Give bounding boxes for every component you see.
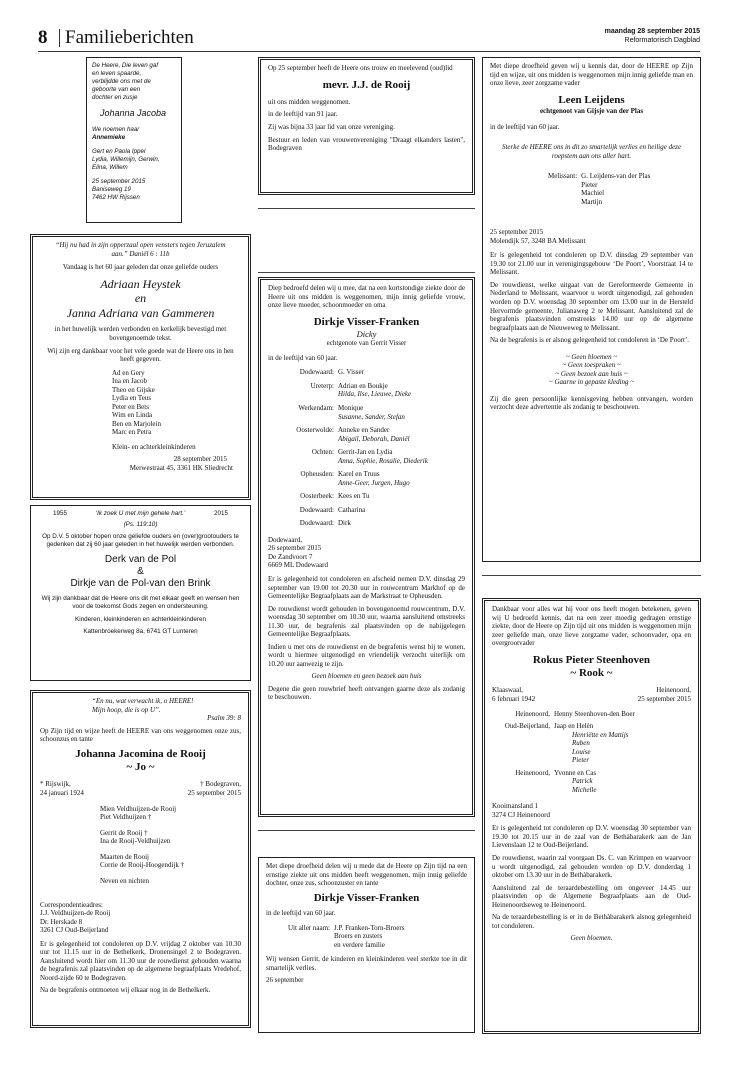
child-name: Ben en Marjolein [112,419,161,428]
death-place: † Bodegraven, [200,780,241,789]
text-line: 25 september 2015 [92,178,146,186]
wish-text: Wij zijn dankbaar dat de Heere ons dit met elkaar geeft en wensen hen voor de toekomst Gods zegen en ondersteuning. [41,595,240,610]
ad-death-rokus-steenhoven [482,598,701,1034]
anniversary-intro: Op D.V. 5 oktober hopen onze geliefde ouders en (over)grootouders te gedenken dat zij 60 jaar geleden in het huwelijk werden verbonden. [42,533,239,549]
family-member: Monique [338,404,364,413]
family-member: G. Visser [338,368,364,377]
family-list [268,368,465,527]
family-address [268,536,465,570]
deceased-name: mevr. J.J. de Rooij [322,78,411,91]
place-label: Uit aller naam: [288,923,330,932]
deceased-name: Rokus Pieter Steenhoven [532,653,651,666]
funeral-text: De rouwdienst wordt gehouden in bovengenoemd rouwcentrum, D.V. woensdag 30 september om 10.30 uur, waarna aansluitend omstreeks 11.30 uur, de begrafenis zal plaatsvinden op de nabijgelegen Gemeentelijke Begraafplaats. [268,604,465,639]
text-line: en verdere familie [333,940,385,949]
place-label: Melissant: [548,172,578,181]
deceased-nickname: Dicky [356,329,377,339]
anniversary-date: 28 september 2015 [173,455,227,464]
deceased-name: Johanna Jacomina de Rooij [75,747,206,760]
text-line: Machiel [581,189,605,198]
psalm-ref: Psalm 39: 8 [207,714,241,723]
text-line: J.P. Franken-Torn-Broers [333,923,405,932]
age-text: in de leeftijd van 60 jaar. [268,353,338,362]
place-label: Heinenoord, [515,709,550,718]
family-address [490,228,693,245]
wish-line: ~ Gaarne in gepaste kleding ~ [548,378,635,387]
bible-quote [40,697,241,723]
text-line: 26 september 2015 [268,544,322,553]
wishes-list [490,353,693,387]
psalm-ref: (Ps. 119:10) [123,520,158,528]
ad-death-dirkje-mother [258,857,475,1033]
death-intro: Dankbaar voor alles wat hij voor ons heeft mogen betekenen, geven wij U bedroefd kennis, dat na een zeer moedig gedragen ernstige ziekte, door de Heere op Zijn tijd uit ons midden is weggenomen mijn zeer geliefde man, onze lieve zorgzame vader, schoonvader, opa en overgrootvader [492,605,691,648]
place-label: Heinenoord, [515,768,550,777]
family-member: Abigail, Deborah, Daniël [338,434,410,443]
funeral-text: De rouwdienst, welke uitgaat van de Gereformeerde Gemeente in Nederland te Melissant, waarvoor u wordt uitgenodigd, zal gehouden worden op D.V. woensdag 30 september om 13.00 uur in de Hersteld Hervormde gemeente, Julianaweg 2 te Melissant. Aansluitend zal de begrafenis plaatsvinden omstreeks 14.00 uur op de algemene begraafplaats aan de Nieuweweg te Melissant. [490,280,693,332]
family-member: Karel en Truus [338,470,380,479]
death-intro: Op Zijn tijd en wijze heeft de HEERE van ons weggenomen onze zus, schoonzus en tante [40,726,241,744]
death-date: 25 september 2015 [637,695,691,703]
family-row [492,722,691,765]
family-row [492,769,691,795]
ad-anniversary-heystek [30,234,251,500]
life-dates [492,686,691,703]
place-label: Oud-Beijerland, [504,722,550,731]
page-header [38,24,700,52]
text-line: uit ons midden weggenomen. [268,97,351,106]
text-line: De Heere, Die leven gaf [92,62,159,69]
text-line: G. Leijdens-van der Plas [581,172,651,181]
family-row [268,492,465,501]
closing-text: Zij die geen persoonlijke kennisgeving hebben ontvangen, worden verzocht deze advertentie als zodanig te beschouwen. [490,394,693,412]
wife-name: Dirkje van de Pol-van den Brink [70,578,211,590]
text-line: 3261 CJ Oud-Beijerland [40,926,109,935]
condolence-text: Er is gelegenheid tot condoleren en afscheid nemen D.V. dinsdag 29 september van 19.00 tot 20.30 uur in rouwcentrum Markhof op de Gemeentelijke Begraafplaats aan de Markstraat te Opheusden. [268,574,465,601]
deceased-name: Dirkje Visser-Franken [313,315,420,328]
wish-text: Wij wensen Gerrit, de kinderen en kleinkinderen veel sterkte toe in dit smartelijk verlies. [266,955,467,972]
spacer [100,822,241,829]
issue-date: maandag 28 september 2015 [604,28,700,35]
condolence-text: Er is gelegenheid tot condoleren op D.V. dinsdag 29 september van 19.30 tot 21.00 uur in verenigingsgebouw ‘De Poort’, Voorstraat 14 te Melissant. [490,251,693,277]
marriage-text: in het huwelijk werden verbonden en kerkelijk bevestigd met bovengenoemde tekst. [54,325,227,342]
family-row [492,710,691,719]
ad-death-dirkje-family [258,277,475,817]
birth-place: * Rijswijk, [40,780,71,789]
family-member: Gerrit-Jan en Lydia [338,448,393,457]
call-name: Annemieke [92,134,126,142]
text-line: Lydia, Willemijn, Gerwin, [92,156,160,164]
section-title: Familieberichten [65,27,194,48]
place-label: Ureterp: [310,381,334,390]
no-flowers-text: Geen bloemen en geen bezoek aan huis [311,672,422,681]
no-flowers-text: Geen bloemen. [570,934,613,943]
family-row [268,506,465,515]
year-end: 2015 [213,510,228,517]
text-line: 3274 CJ Heinenoord [492,810,550,819]
text-line: Piet Veldhuijzen † [100,813,152,822]
text-line: geboorte van een [92,86,141,94]
text-line: dochter en zusje [92,94,138,102]
text-line: Martijn [581,197,603,206]
children-list [40,369,241,452]
ad-death-jo-de-rooij [30,690,251,1028]
child-name: Ad en Gery [112,368,145,377]
family-member: Henny Steenhoven-den Boer [554,709,635,718]
child-name: Lydia en Teus [112,394,152,403]
closing-text: Degene die geen rouwbrief heeft ontvangen gaarne deze als zodanig te beschouwen. [268,684,465,702]
correspondence [40,901,241,935]
gratitude-text: Wij zijn erg dankbaar voor het vele goede wat de Heere ons in hen heeft gegeven. [47,346,234,364]
death-intro: Diep bedroefd delen wij u mee, dat na een kortstondige ziekte door de Heere uit ons midden is weggenomen, mijn innig geliefde vrouw, onze lieve moeder, schoonmoeder en oma [268,284,465,310]
family-names [548,172,693,206]
anniversary-address: Merwestraat 45, 3361 HK Sliedrecht [129,463,233,472]
family-member: Susanne, Sander, Stefan [338,412,405,421]
ad-anniversary-vandepol [30,505,251,681]
newspaper-name: Reformatorisch Dagblad [624,37,700,44]
grandchild-name: Ruben [572,739,590,748]
age-text: in de leeftijd van 60 jaar. [490,122,560,131]
place-label: Oosterwolde: [296,426,334,435]
death-intro: Met diepe droefheid geven wij u kennis dat, door de HEERE op Zijn tijd en wijze, uit ons midden is weggenomen mijn innig geliefde man en onze lieve, zeer zorgzame vader [490,62,693,88]
family-member: Dirk [338,519,351,528]
grandchild-name: Patrick [572,777,593,786]
birth-intro [92,62,176,102]
condolence-text: Er is gelegenheid tot condoleren op D.V. vrijdag 2 oktober van 10.30 uur tot 11.15 uur in de Bethelkerk, Dronensingel 2 te Bodegraven. Aansluitend wordt hier om 11.30 uur de rouwdienst gehouden waarna de begrafenis zal plaatsvinden op de algemene begraafplaats Vredehof, Noord-zijde 60 te Bodegraven. [40,939,241,982]
text-line: Mien Veldhuijzen-de Rooij [100,804,177,813]
text-line: Corrie de Rooij-Hoogendijk † [100,861,185,870]
place-label: Dodewaard: [299,368,334,377]
age-text: in de leeftijd van 91 jaar. [268,110,338,119]
family-address: Kattenbroekerweg 8a, 6741 GT Lunteren [83,628,198,636]
page-number: 8 [38,27,48,48]
family-row [268,448,465,465]
child-name: Theo en Gijske [112,385,155,394]
funeral-text: De rouwdienst, waarin zal voorgaan Ds. C. van Krimpen en waarvoor u wordt uitgenodigd, zal gehouden worden op D.V. donderdag 1 oktober om 13.30 uur in de Bethàbarakerk. [492,853,691,880]
ad-death-leen-leijdens [482,57,701,562]
bible-quote: “Hij nu had in zijn opperzaal open vensters tegen Jeruzalem aan.” Daniël 6 : 11b [55,241,226,258]
text-line: 25 september 2015 [490,228,544,237]
ad-birth-johanna-jacoba [86,57,182,223]
text-line: Neven en nichten [100,876,149,885]
child-name: Peter en Bets [112,402,149,411]
column-separator [258,830,475,831]
closing-text: Na de begrafenis ontmoeten wij elkaar nog in de Bethelkerk. [40,986,211,995]
age-text: in de leeftijd van 60 jaar. [266,909,336,917]
family-member: Jaap en Helèn [554,722,594,731]
text-line: Baniseweg 19 [92,186,131,194]
family-member: Yvonne en Cas [554,768,597,777]
text-line: Broers en zusters [333,932,383,941]
family-member: Hilda, Ilse, Lieuwe, Dieke [338,390,412,399]
text-line: Pieter [581,180,598,189]
condolence-after-text: Na de begrafenis is er alsnog gelegenheid tot condoleren in ‘De Poort’. [490,336,690,345]
quote-line: Mijn hoop, die is op U”. [92,705,161,714]
quote-line: “En nu, wat verwacht ik, o HEERE! [92,697,194,705]
place-label: Opheusden: [300,470,334,479]
family-names [100,805,241,895]
child-name: Wim en Linda [112,411,153,420]
text-line: Dodewaard, [268,535,303,544]
place-label: Dodewaard: [299,505,334,514]
text-line: J.J. Veldhuijzen-de Rooij [40,909,111,918]
deceased-nickname: ~ Jo ~ [126,761,155,774]
text-line: 6669 ML Dodewaard [268,561,329,570]
family-member: Catharina [338,505,366,514]
text-line: en leven spaarde, [92,70,142,78]
husband-name: Adriaan Heystek [100,276,181,291]
grandchild-name: Pieter [572,756,590,765]
family-row [268,470,465,487]
condolence-text: Er is gelegenheid tot condoleren op D.V. woensdag 30 september van 19.30 tot 20.15 uur in de zaal van de Bethàbarakerk aan de Jan Lievenslaan 12 te Oud-Beijerland. [492,824,691,850]
family-member: Adrian en Boukje [338,381,388,390]
deceased-name: Leen Leijdens [558,93,625,106]
family-names [92,148,176,172]
family-member: Anna, Sophie, Rosalie, Diederik [338,456,428,465]
family-member: Anneke en Sander [338,426,390,435]
spouse-text: echtgenoot van Gijsje van der Plas [539,107,644,115]
signature: Bestuur en leden van vrouwenvereniging "Draagt elkanders lasten", Bodegraven [268,135,465,153]
text-line: Gert en Paola Ippel [92,148,146,156]
family-address [92,178,176,202]
death-date: 25 september 2015 [187,789,241,797]
verse-text: Sterke de HEERE ons in dit zo smartelijk verlies en heilige deze roepstem aan ons aller hart. [501,143,682,160]
family-row [268,404,465,421]
wish-line: ~ Geen toespraken ~ [562,361,621,370]
life-dates [40,780,241,797]
spacer [100,846,241,853]
death-intro: Op 25 september heeft de Heere ons trouw en meelevend (oud)lid [268,64,453,72]
family-row [268,426,465,443]
text-line: Elina, Willem [92,164,128,172]
place-label: Oosterbeek: [300,492,334,501]
text-line: Kooimansland 1 [492,802,539,811]
motto: ‘Ik zoek U met mijn gehele hart.’ [95,510,186,517]
family-names: Kinderen, kleinkinderen en achterkleinkinderen [75,615,206,623]
birth-date: 6 februari 1942 [492,695,536,703]
text-line: Ina de Rooij-Veldhuijzen [100,837,171,846]
family-row [268,368,465,377]
text-line: Molendijk 57, 3248 BA Melissant [490,236,586,245]
anniversary-intro: Vandaag is het 60 jaar geleden dat onze geliefde ouders [62,263,219,272]
burial-text: Aansluitend zal de teraardebestelling om ongeveer 14.45 uur plaatsvinden op de Algemene Begraafplaats aan de Oud-Heinenoordseweg te Heinenoord. [492,883,691,909]
year-start: 1955 [53,510,68,517]
text-line: Maarten de Rooij [100,852,149,861]
husband-name: Derk van de Pol [104,553,177,565]
ad-death-jj-de-rooij [258,57,475,195]
corr-label: Correspondentieadres: [40,900,103,909]
place-label: Werkendam: [298,404,334,413]
family-names [288,924,467,950]
text-line: Dr. Herskade 8 [40,917,83,926]
death-place: Heinenoord, [656,686,691,695]
column-separator [258,272,475,273]
deceased-name: Dirkje Visser-Franken [313,891,420,904]
grandchild-name: Henriëtte en Mattijs [572,730,629,739]
grandchild-name: Louise [572,747,591,756]
text-line: Gerrit de Rooij † [100,828,148,837]
family-row [268,519,465,528]
birth-place: Klaaswaal, [492,686,523,695]
family-list [492,710,691,795]
grandchildren: Klein- en achterkleinkinderen [112,442,196,451]
anniversary-years [39,510,242,518]
child-name: Marc en Petra [112,428,152,437]
column-separator [258,208,475,209]
family-member: Anne-Geer, Jurgen, Hugo [338,478,410,487]
place-label: Ochten: [311,448,334,457]
wish-line: ~ Geen bloemen ~ [565,352,618,361]
wish-line: ~ Geen bezoek aan huis ~ [555,369,628,378]
child-name: Ina en Jacob [112,377,147,386]
spouse-text: echtgenote van Gerrit Visser [326,339,407,348]
death-intro: Met diepe droefheid delen wij u mede dat de Heere op Zijn tijd na een ernstige ziekte uit ons midden heeft weggenomen, mijn innig geliefde dochter, onze zus, schoonzuster en tante [266,862,467,888]
family-row [268,382,465,399]
text-line: De Zandvoort 7 [268,552,313,561]
baby-name: Johanna Jacoba [100,108,167,119]
call-intro: We noemen haar [92,126,140,133]
spacer [100,870,241,877]
ampersand: & [137,565,144,577]
invitation-text: Indien u met ons de rouwdienst en de begrafenis wenst bij te wonen, wordt u hiermee uitgenodigd en vriendelijk verzocht uiterlijk om 10.20 uur aanwezig te zijn. [268,642,465,668]
family-address [492,802,691,819]
header-divider [59,29,60,47]
text-line: 7462 HW Rijssen [92,194,140,202]
text-line: verblijdde ons met de [92,78,151,86]
column-separator [482,575,701,576]
grandchild-name: Michelle [572,785,597,794]
birth-date: 24 januari 1924 [40,789,84,797]
condolence-after-text: Na de teraardebestelling is er in de Bethàbarakerk alsnog gelegenheid tot condoleren. [492,913,691,930]
place-label: Dodewaard: [299,519,334,528]
wife-name: Janna Adriana van Gammeren [66,305,215,320]
ad-date: 26 september [266,976,304,985]
membership-text: Zij was bijna 33 jaar lid van onze vereniging. [268,123,395,131]
deceased-nickname: ~ Rook ~ [570,667,613,680]
and-word: en [134,291,147,306]
family-member: Kees en Tu [338,492,370,501]
